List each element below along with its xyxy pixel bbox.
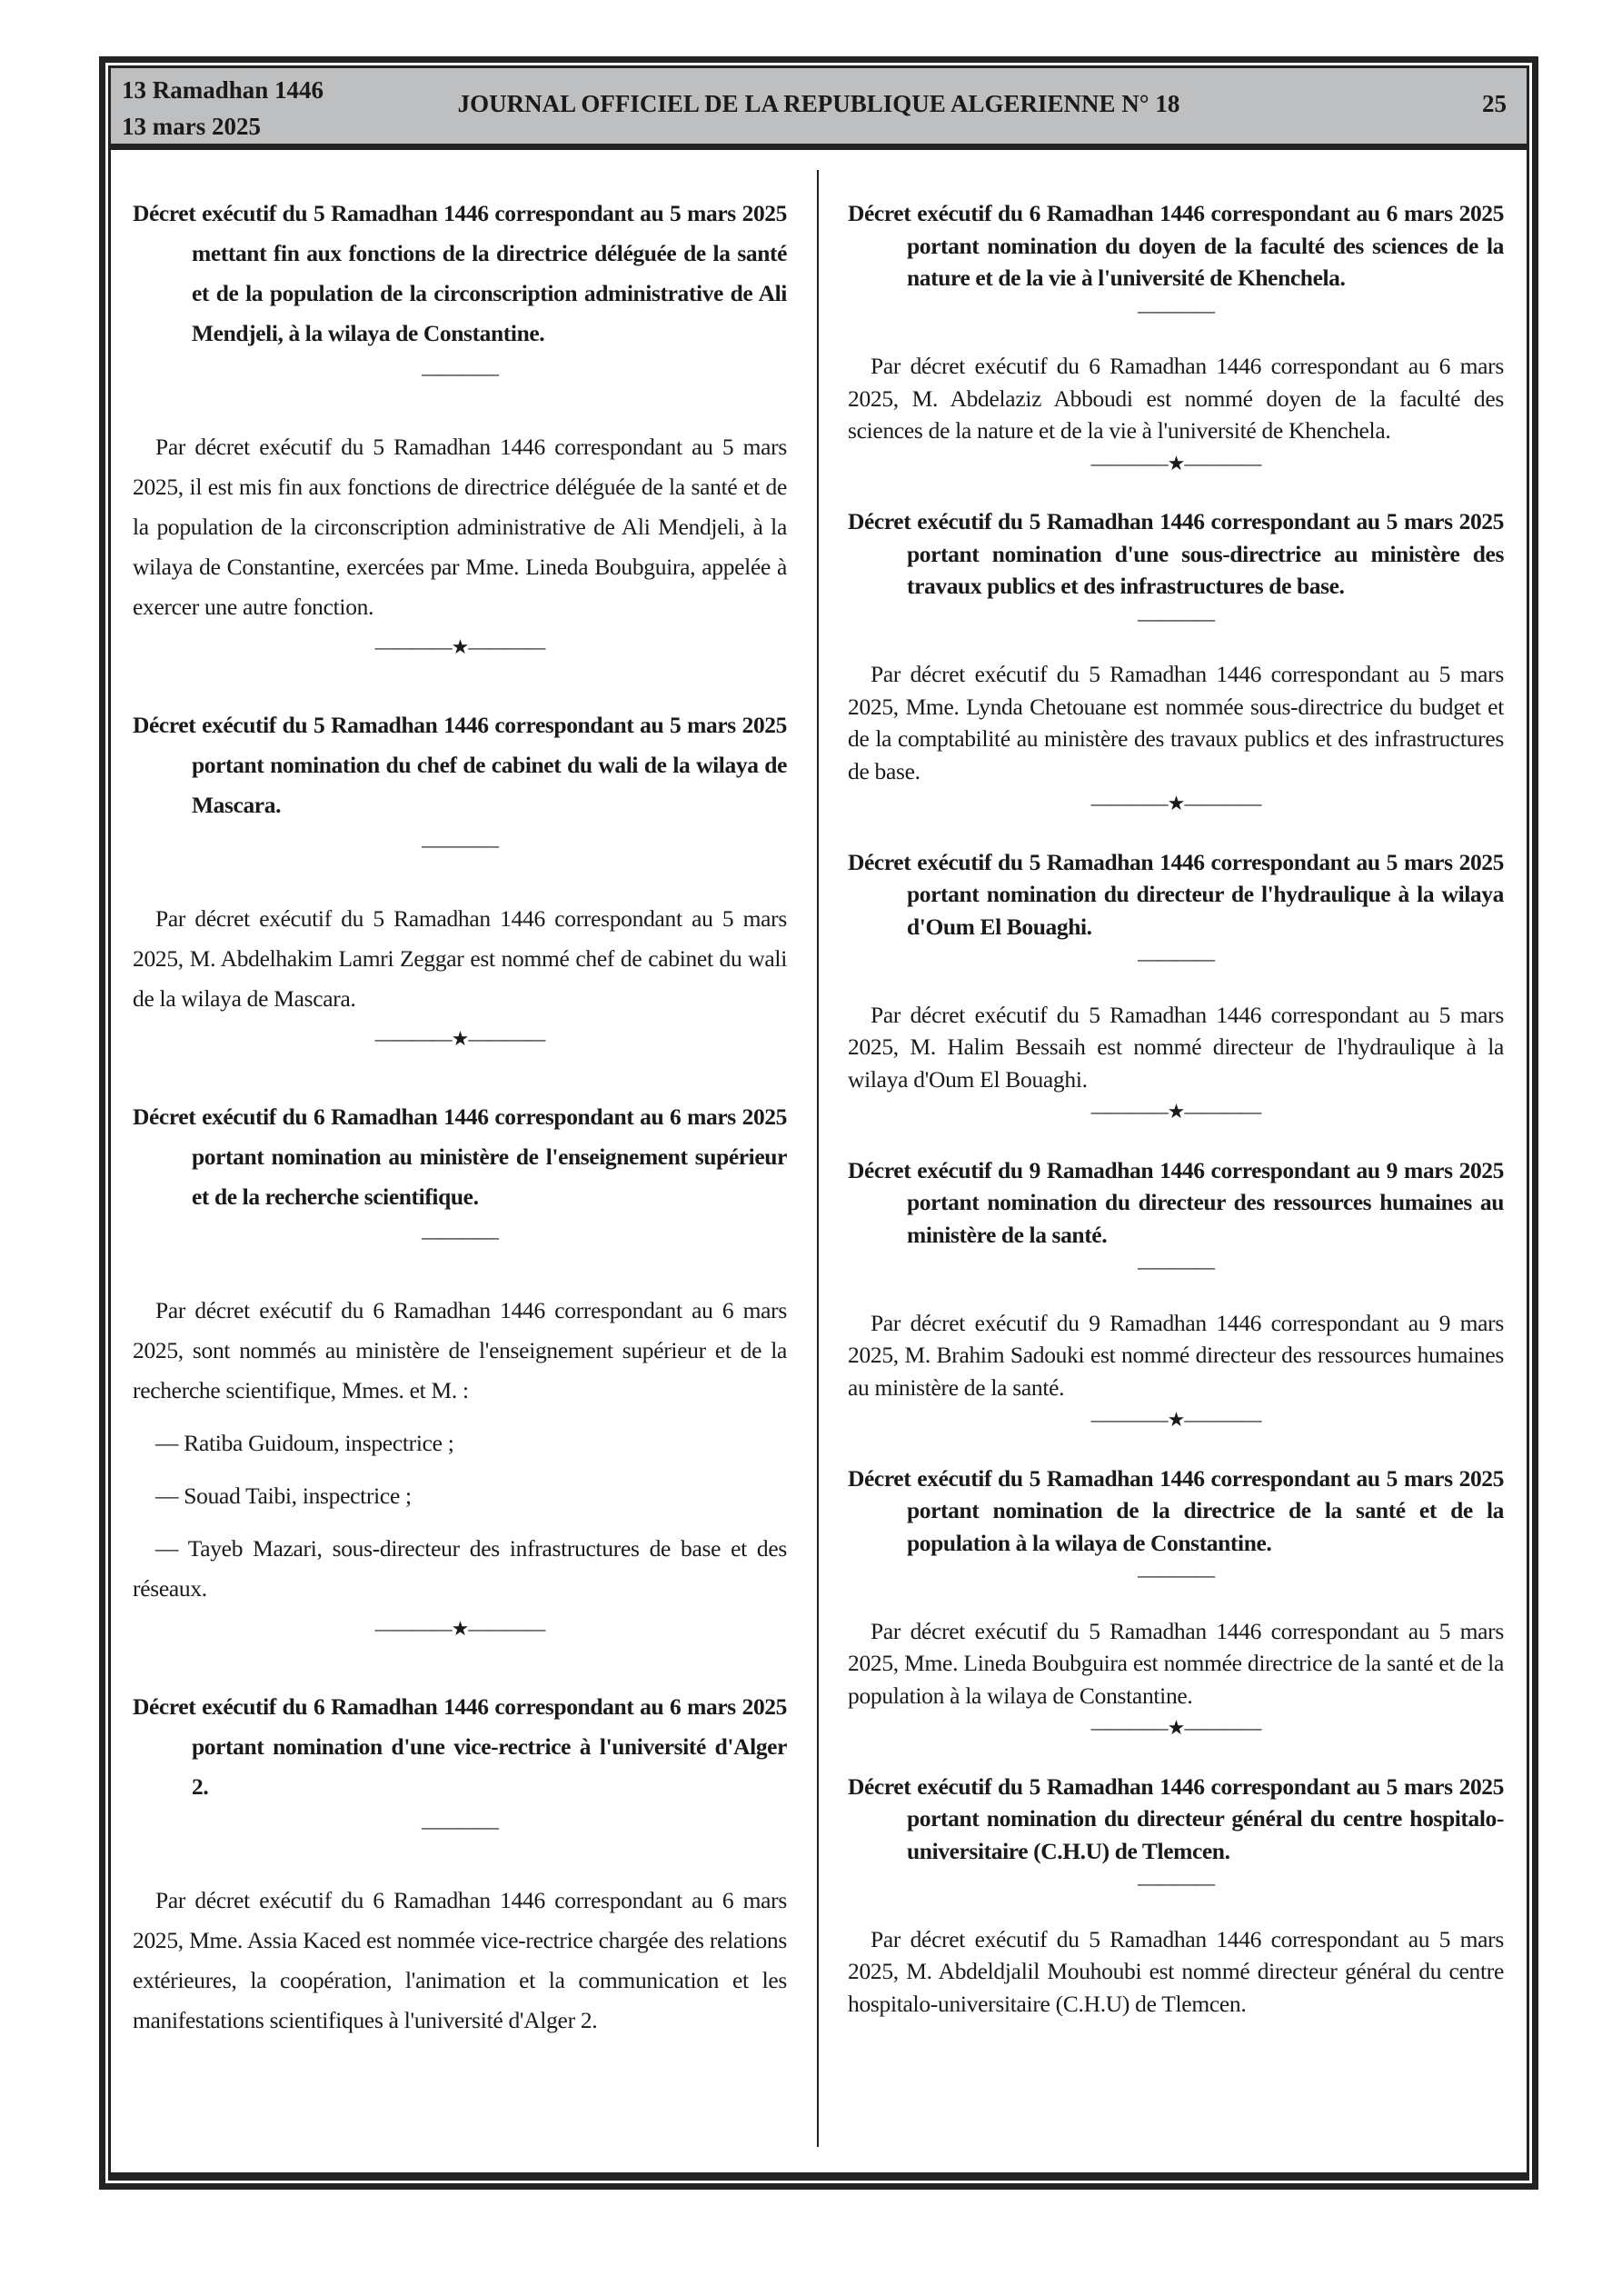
decree-body [133,899,787,1019]
decree-paragraph: Par décret exécutif du 9 Ramadhan 1446 correspondant au 9 mars 2025, M. Brahim Sadouki est nommé directeur des ressources humaines au ministère de la santé. [848,1309,1504,1401]
journal-header [111,68,1527,150]
decree-block [848,1154,1504,1436]
decree-block [848,197,1504,479]
separator-star: ————★———— [374,1617,545,1640]
decree-block [848,1462,1504,1744]
right-column [848,197,1504,2020]
decree-block [133,1097,787,1649]
decree-paragraph: Par décret exécutif du 5 Ramadhan 1446 correspondant au 5 mars 2025, il est mis fin aux fonctions de directrice déléguée de la santé et de la population de la circonscription administrative de Ali Mendjeli, à la wilaya de Constantine, exercées par Mme. Lineda Boubguira, appelée à exercer une autre fonction. [133,434,787,620]
decree-title: Décret exécutif du 5 Ramadhan 1446 correspondant au 5 mars 2025 mettant fin aux fonctions de la directrice déléguée de la santé et de la population de la circonscription administrative de Ali Mendjeli, à la wilaya de Constantine. [133,200,787,346]
decree-block [848,505,1504,820]
separator-star: ————★———— [1090,792,1261,814]
decree-body [133,1291,787,1609]
gregorian-date: 13 mars 2025 [122,113,261,140]
decree-title: Décret exécutif du 5 Ramadhan 1446 correspondant au 5 mars 2025 portant nomination du chef de cabinet du wali de la wilaya de Mascara. [133,712,787,818]
separator-dashes: ———— [422,834,498,856]
decree-block [133,1687,787,2041]
separator-dashes: ———— [1138,1872,1214,1894]
separator-dashes: ———— [1138,1563,1214,1586]
decree-title: Décret exécutif du 9 Ramadhan 1446 correspondant au 9 mars 2025 portant nomination du directeur des ressources humaines au ministère de la santé. [848,1156,1504,1248]
decree-title: Décret exécutif du 6 Ramadhan 1446 correspondant au 6 mars 2025 portant nomination du doyen de la faculté des sciences de la nature et de la vie à l'université de Khenchela. [848,200,1504,291]
decree-paragraph: Par décret exécutif du 5 Ramadhan 1446 correspondant au 5 mars 2025, M. Abdelhakim Lamri Zeggar est nommé chef de cabinet du wali de la wilaya de Mascara. [133,905,787,1012]
separator-star: ————★———— [374,1027,545,1050]
separator-star: ————★———— [1090,451,1261,474]
decree-block [848,846,1504,1128]
nominee-item: — Ratiba Guidoum, inspectrice ; [155,1430,454,1456]
decree-body [848,1307,1504,1404]
decree-paragraph: Par décret exécutif du 5 Ramadhan 1446 correspondant au 5 mars 2025, Mme. Lineda Boubguira est nommée directrice de la santé et de la population à la wilaya de Constantine. [848,1617,1504,1709]
decree-block [848,1771,1504,2021]
decree-title: Décret exécutif du 5 Ramadhan 1446 correspondant au 5 mars 2025 portant nomination de la directrice de la santé et de la population à la wilaya de Constantine. [848,1464,1504,1556]
separator-dashes: ———— [422,1815,498,1838]
column-divider [817,170,819,2147]
decree-title: Décret exécutif du 5 Ramadhan 1446 correspondant au 5 mars 2025 portant nomination du directeur de l'hydraulique à la wilaya d'Oum El Bouaghi. [848,848,1504,940]
decree-paragraph: Par décret exécutif du 6 Ramadhan 1446 correspondant au 6 mars 2025, M. Abdelaziz Abboudi est nommé doyen de la faculté des sciences de la nature et de la vie à l'université de Khenchela. [848,353,1504,444]
separator-star: ————★———— [1090,1716,1261,1739]
decree-body [848,350,1504,447]
decree-block [133,194,787,667]
nominee-item: — Tayeb Mazari, sous-directeur des infrastructures de base et des réseaux. [133,1535,787,1602]
separator-dashes: ———— [422,1225,498,1248]
decree-body [848,658,1504,787]
hijri-date: 13 Ramadhan 1446 [122,76,324,104]
decree-block [133,705,787,1059]
decree-paragraph: Par décret exécutif du 6 Ramadhan 1446 correspondant au 6 mars 2025, sont nommés au ministère de l'enseignement supérieur et de la recherche scientifique, Mmes. et M. : [133,1297,787,1403]
decree-paragraph: Par décret exécutif du 6 Ramadhan 1446 correspondant au 6 mars 2025, Mme. Assia Kaced est nommée vice-rectrice chargée des relations extérieures, la coopération, l'animation et la communication et les manifestations scientifiques à l'université d'Alger 2. [133,1887,787,2033]
separator-dashes: ———— [1138,1255,1214,1278]
page-number: 25 [1482,90,1507,117]
decree-body [848,1923,1504,2021]
separator-dashes: ———— [1138,947,1214,970]
decree-body [848,999,1504,1096]
separator-star: ————★———— [1090,1408,1261,1431]
separator-star: ————★———— [1090,1100,1261,1123]
decree-paragraph: Par décret exécutif du 5 Ramadhan 1446 correspondant au 5 mars 2025, M. Halim Bessaih est nommé directeur de l'hydraulique à la wilaya d'Oum El Bouaghi. [848,1001,1504,1093]
decree-body [133,1881,787,2041]
decree-title: Décret exécutif du 5 Ramadhan 1446 correspondant au 5 mars 2025 portant nomination d'une sous-directrice au ministère des travaux publics et des infrastructures de base. [848,508,1504,599]
nominee-item: — Souad Taibi, inspectrice ; [155,1482,412,1509]
decree-body [848,1615,1504,1712]
decree-title: Décret exécutif du 5 Ramadhan 1446 correspondant au 5 mars 2025 portant nomination du directeur général du centre hospitalo-universitaire (C.H.U) de Tlemcen. [848,1772,1504,1864]
left-column [133,194,787,2041]
separator-dashes: ———— [1138,298,1214,322]
separator-dashes: ———— [1138,606,1214,630]
journal-title: JOURNAL OFFICIEL DE LA REPUBLIQUE ALGERIENNE N° 18 [457,90,1180,117]
decree-title: Décret exécutif du 6 Ramadhan 1446 correspondant au 6 mars 2025 portant nomination au ministère de l'enseignement supérieur et de la recherche scientifique. [133,1103,787,1210]
decree-title: Décret exécutif du 6 Ramadhan 1446 correspondant au 6 mars 2025 portant nomination d'une vice-rectrice à l'université d'Alger 2. [133,1693,787,1800]
decree-body [133,427,787,627]
separator-dashes: ———— [422,362,498,384]
decree-paragraph: Par décret exécutif du 5 Ramadhan 1446 correspondant au 5 mars 2025, Mme. Lynda Chetouane est nommée sous-directrice du budget et de la comptabilité au ministère des travaux publics et des infrastructures de base. [848,661,1504,784]
decree-paragraph: Par décret exécutif du 5 Ramadhan 1446 correspondant au 5 mars 2025, M. Abdeldjalil Mouhoubi est nommé directeur général du centre hospitalo-universitaire (C.H.U) de Tlemcen. [848,1925,1504,2017]
separator-star: ————★———— [374,635,545,658]
